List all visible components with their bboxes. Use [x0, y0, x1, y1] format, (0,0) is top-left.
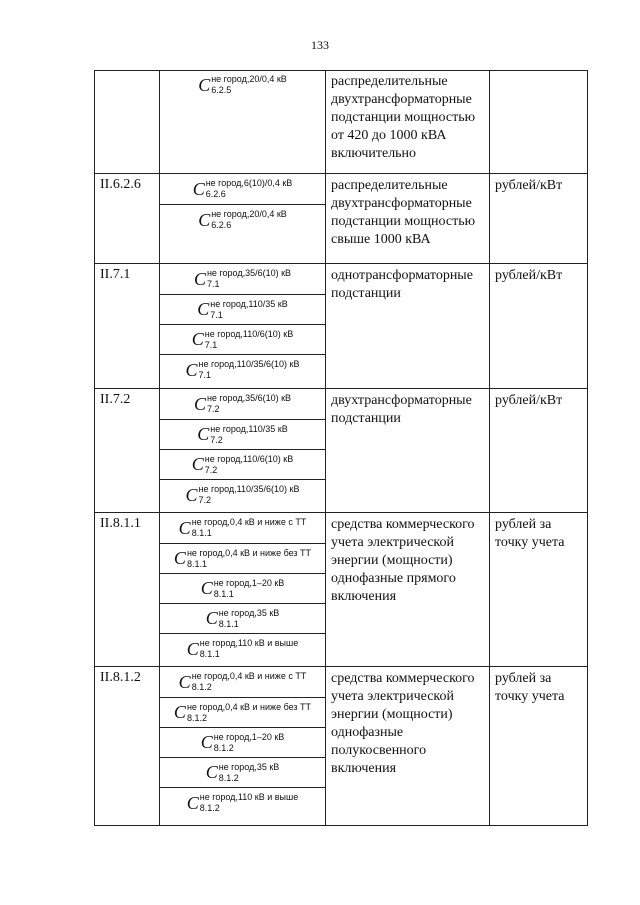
symbol-subscript: 8.1.2	[218, 772, 239, 783]
symbol-cell	[160, 70, 326, 173]
symbol-letter: C	[200, 732, 213, 752]
symbol-subscript: 8.1.2	[213, 742, 234, 753]
symbol-letter: C	[173, 548, 186, 568]
symbol-subscript: 7.2	[198, 495, 212, 505]
symbol-letter: C	[186, 638, 199, 659]
symbol-superscript: не город,20/0,4 кВ	[211, 74, 287, 84]
row-code: II.8.1.1	[94, 513, 160, 666]
symbol-superscript: не город,110 кВ и выше	[199, 638, 299, 648]
symbol-superscript: не город,6(10)/0,4 кВ	[205, 178, 293, 188]
symbol-cell	[160, 513, 326, 666]
symbol-superscript: не город,1–20 кВ	[213, 577, 285, 588]
symbol-subscript: 7.1	[204, 339, 218, 350]
symbol-cell	[160, 264, 326, 388]
symbol-subscript: 7.2	[204, 464, 218, 475]
tariff-table	[94, 70, 588, 826]
row-code: II.7.2	[94, 389, 160, 512]
tariff-symbol	[160, 787, 325, 826]
tariff-symbol	[160, 204, 325, 263]
tariff-symbol	[160, 389, 325, 419]
symbol-letter: C	[205, 762, 218, 782]
row-description: двухтрансформаторные подстанции	[326, 389, 490, 512]
symbol-letter: C	[185, 484, 198, 505]
table-row	[94, 512, 588, 666]
row-description: распределительные двухтрансформаторные подстанции мощностью свыше 1000 кВА	[326, 174, 490, 263]
tariff-symbol	[160, 667, 325, 697]
tariff-symbol	[160, 354, 325, 388]
symbol-subscript: 8.1.2	[191, 682, 212, 692]
row-code	[94, 70, 160, 173]
row-unit	[490, 70, 588, 173]
row-description: однотрансформаторные подстанции	[326, 264, 490, 388]
symbol-cell	[160, 174, 326, 263]
row-unit: рублей за точку учета	[495, 671, 565, 704]
symbol-letter: C	[193, 393, 206, 414]
symbol-subscript: 6.2.5	[211, 85, 232, 95]
symbol-subscript: 8.1.2	[186, 712, 207, 723]
row-description: распределительные двухтрансформаторные подстанции мощностью от 420 до 1000 кВА включительно	[326, 70, 490, 173]
table-row	[94, 388, 588, 512]
symbol-superscript: не город,110/35/6(10) кВ	[198, 484, 300, 494]
symbol-letter: C	[193, 268, 206, 289]
symbol-superscript: не город,110 кВ и выше	[199, 792, 299, 802]
symbol-subscript: 7.2	[206, 404, 220, 414]
tariff-symbol	[160, 727, 325, 757]
symbol-subscript: 8.1.1	[218, 618, 239, 629]
symbol-superscript: не город,110/35/6(10) кВ	[198, 359, 300, 369]
symbol-letter: C	[185, 359, 198, 380]
tariff-symbol	[160, 294, 325, 324]
symbol-subscript: 7.1	[198, 370, 212, 380]
symbol-letter: C	[173, 702, 186, 722]
row-code: II.8.1.2	[94, 667, 160, 826]
symbol-superscript: не город,1–20 кВ	[213, 731, 285, 742]
symbol-letter: C	[191, 454, 204, 474]
symbol-superscript: не город,0,4 кВ и ниже с ТТ	[191, 517, 307, 527]
symbol-subscript: 6.2.6	[205, 189, 226, 199]
tariff-symbol	[160, 174, 325, 204]
symbol-superscript: не город,35/6(10) кВ	[206, 268, 292, 278]
table-row	[94, 263, 588, 388]
symbol-superscript: не город,35 кВ	[218, 761, 280, 772]
row-description: средства коммерческого учета электрической энергии (мощности) однофазные прямого включения	[326, 513, 490, 666]
tariff-symbol	[160, 633, 325, 666]
symbol-letter: C	[178, 517, 191, 538]
symbol-letter: C	[191, 329, 204, 349]
tariff-symbol	[160, 479, 325, 512]
symbol-superscript: не город,0,4 кВ и ниже без ТТ	[186, 701, 312, 712]
tariff-symbol	[160, 697, 325, 727]
symbol-letter: C	[197, 299, 210, 319]
symbol-subscript: 8.1.1	[191, 528, 212, 538]
symbol-superscript: не город,110/6(10) кВ	[204, 328, 294, 339]
symbol-superscript: не город,0,4 кВ и ниже без ТТ	[186, 547, 312, 558]
symbol-cell	[160, 667, 326, 826]
table-row	[94, 173, 588, 263]
symbol-subscript: 8.1.1	[213, 588, 234, 599]
tariff-symbol	[160, 757, 325, 787]
tariff-symbol	[160, 324, 325, 354]
row-unit: рублей за точку учета	[495, 517, 565, 550]
symbol-letter: C	[198, 74, 211, 95]
tariff-symbol	[160, 419, 325, 449]
row-code: II.6.2.6	[94, 174, 160, 263]
symbol-letter: C	[205, 608, 218, 628]
symbol-letter: C	[197, 424, 210, 444]
tariff-symbol	[160, 449, 325, 479]
symbol-subscript: 7.1	[210, 309, 223, 320]
page-number: 133	[311, 38, 329, 52]
symbol-letter: C	[198, 209, 211, 230]
symbol-subscript: 8.1.1	[186, 558, 207, 569]
table-row	[94, 666, 588, 826]
symbol-superscript: не город,35/6(10) кВ	[206, 393, 292, 403]
tariff-symbol	[160, 264, 325, 294]
symbol-subscript: 7.2	[210, 434, 223, 445]
symbol-superscript: не город,110/35 кВ	[210, 423, 288, 434]
symbol-letter: C	[192, 178, 205, 199]
symbol-cell	[160, 389, 326, 512]
symbol-superscript: не город,110/6(10) кВ	[204, 453, 294, 464]
symbol-superscript: не город,0,4 кВ и ниже с ТТ	[191, 671, 307, 681]
tariff-symbol	[160, 543, 325, 573]
row-unit: рублей/кВт	[495, 393, 563, 408]
symbol-letter: C	[186, 792, 199, 813]
table-row	[94, 70, 588, 173]
row-unit: рублей/кВт	[495, 178, 563, 193]
symbol-superscript: не город,20/0,4 кВ	[211, 209, 287, 219]
row-description: средства коммерческого учета электрической энергии (мощности) однофазные полукосвенного включения	[326, 667, 490, 826]
symbol-subscript: 7.1	[206, 279, 220, 289]
symbol-superscript: не город,35 кВ	[218, 607, 280, 618]
tariff-symbol	[160, 70, 325, 173]
row-unit: рублей/кВт	[495, 268, 563, 283]
symbol-superscript: не город,110/35 кВ	[210, 298, 288, 309]
tariff-symbol	[160, 603, 325, 633]
tariff-symbol	[160, 513, 325, 543]
symbol-subscript: 8.1.2	[199, 803, 220, 813]
symbol-subscript: 8.1.1	[199, 649, 220, 659]
symbol-letter: C	[178, 671, 191, 692]
tariff-symbol	[160, 573, 325, 603]
symbol-letter: C	[200, 578, 213, 598]
row-code: II.7.1	[94, 264, 160, 388]
symbol-subscript: 6.2.6	[211, 220, 232, 230]
